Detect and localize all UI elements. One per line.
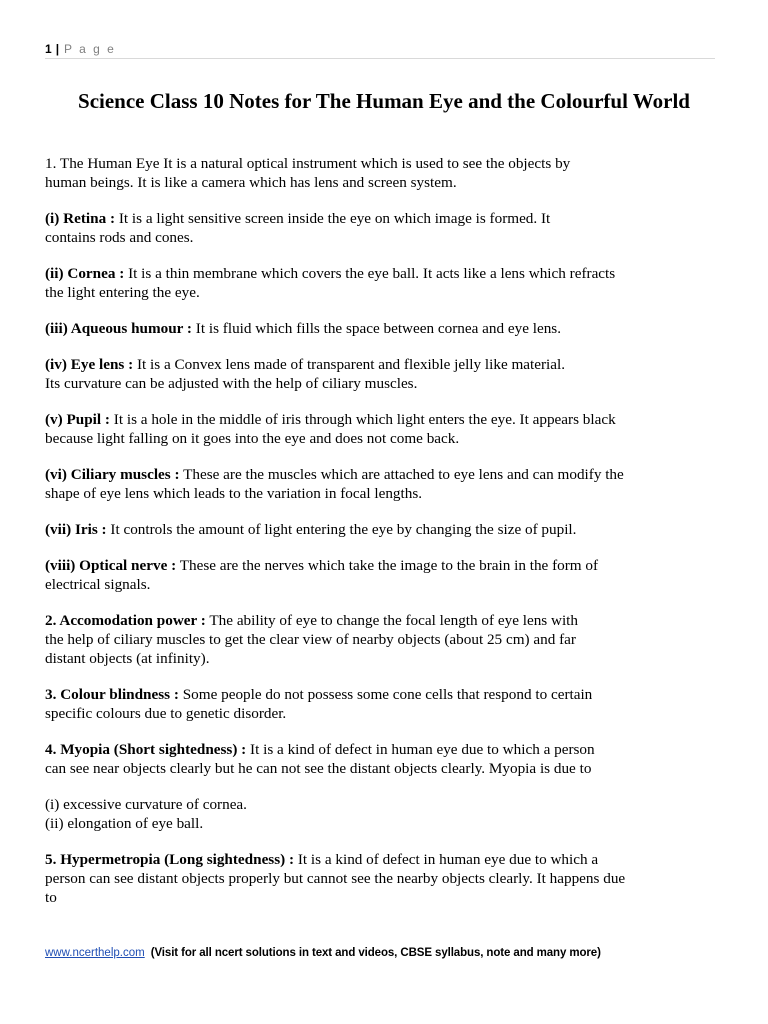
line-text: electrical signals. (45, 576, 151, 593)
line-text: It is a thin membrane which covers the eye ball. It acts like a lens which refracts (128, 265, 616, 282)
term-label: (viii) Optical nerve : (45, 557, 177, 574)
text-line (45, 575, 720, 594)
line-text: It is a light sensitive screen inside the eye on which image is formed. It (118, 210, 551, 227)
text-line (45, 209, 720, 228)
page-number: 1 (45, 42, 54, 56)
paragraph-gap (45, 539, 720, 556)
website-link[interactable]: www.ncerthelp.com (45, 947, 145, 959)
paragraph (45, 520, 720, 539)
line-text: These are the nerves which take the image to the brain in the form of (179, 557, 599, 574)
page-label: P a g e (64, 42, 116, 56)
paragraph-gap (45, 723, 720, 740)
line-text: Some people do not possess some cone cells that respond to certain (182, 686, 593, 703)
line-text: human beings. It is like a camera which has lens and screen system. (45, 174, 457, 191)
paragraph (45, 850, 720, 907)
text-line (45, 685, 720, 704)
term-label: (iii) Aqueous humour : (45, 320, 192, 337)
text-line (45, 410, 720, 429)
paragraph-gap (45, 833, 720, 850)
text-line (45, 154, 720, 173)
paragraph (45, 465, 720, 503)
paragraph-gap (45, 338, 720, 355)
text-line (45, 429, 720, 448)
paragraph-gap (45, 302, 720, 319)
paragraph (45, 795, 720, 833)
paragraph-gap (45, 778, 720, 795)
line-text: Its curvature can be adjusted with the help of ciliary muscles. (45, 375, 418, 392)
text-line (45, 319, 720, 338)
line-text: It is a hole in the middle of iris through which light enters the eye. It appears black (113, 411, 616, 428)
term-label: (i) Retina : (45, 210, 116, 227)
line-text: contains rods and cones. (45, 229, 194, 246)
paragraph (45, 556, 720, 594)
line-text: the light entering the eye. (45, 284, 200, 301)
text-line (45, 740, 720, 759)
paragraph (45, 154, 720, 192)
text-line (45, 888, 720, 907)
document-title: Science Class 10 Notes for The Human Eye and the Colourful World (78, 89, 690, 113)
paragraph-gap (45, 192, 720, 209)
text-line (45, 465, 720, 484)
term-label: (vi) Ciliary muscles : (45, 466, 180, 483)
text-line (45, 869, 720, 888)
text-line (45, 814, 720, 833)
line-text: shape of eye lens which leads to the variation in focal lengths. (45, 485, 423, 502)
term-label: 2. Accomodation power : (45, 612, 206, 629)
paragraph (45, 355, 720, 393)
term-label: 5. Hypermetropia (Long sightedness) : (45, 851, 295, 868)
line-text: to (45, 889, 57, 906)
paragraph-gap (45, 247, 720, 264)
line-text: The ability of eye to change the focal length of eye lens with (209, 612, 578, 629)
line-text: (i) excessive curvature of cornea. (45, 796, 247, 813)
page-header (45, 42, 715, 59)
line-text: specific colours due to genetic disorder. (45, 705, 287, 722)
term-label: (ii) Cornea : (45, 265, 125, 282)
paragraph-gap (45, 448, 720, 465)
line-text: It is a Convex lens made of transparent and flexible jelly like material. (136, 356, 566, 373)
text-line (45, 649, 720, 668)
text-line (45, 759, 720, 778)
footer-note: (Visit for all ncert solutions in text and videos, CBSE syllabus, note and many more) (150, 947, 601, 959)
paragraph (45, 264, 720, 302)
line-text: 1. The Human Eye It is a natural optical instrument which is used to see the objects by (45, 155, 571, 172)
page-footer (45, 947, 745, 959)
line-text: (ii) elongation of eye ball. (45, 815, 204, 832)
term-label: (v) Pupil : (45, 411, 110, 428)
paragraph-gap (45, 668, 720, 685)
paragraph-gap (45, 393, 720, 410)
line-text: These are the muscles which are attached to eye lens and can modify the (183, 466, 624, 483)
paragraph (45, 410, 720, 448)
text-line (45, 228, 720, 247)
line-text: It controls the amount of light entering the eye by changing the size of pupil. (110, 521, 577, 538)
term-label: (vii) Iris : (45, 521, 107, 538)
line-text: can see near objects clearly but he can not see the distant objects clearly. Myopia is due to (45, 760, 592, 777)
line-text: It is fluid which fills the space between cornea and eye lens. (195, 320, 562, 337)
text-line (45, 795, 720, 814)
text-line (45, 704, 720, 723)
text-line (45, 173, 720, 192)
text-line (45, 850, 720, 869)
line-text: the help of ciliary muscles to get the clear view of nearby objects (about 25 cm) and far (45, 631, 576, 648)
paragraph (45, 611, 720, 668)
text-line (45, 264, 720, 283)
paragraph (45, 740, 720, 778)
paragraph (45, 209, 720, 247)
text-line (45, 630, 720, 649)
line-text: It is a kind of defect in human eye due to which a (297, 851, 599, 868)
text-line (45, 484, 720, 503)
line-text: because light falling on it goes into the eye and does not come back. (45, 430, 460, 447)
line-text: It is a kind of defect in human eye due to which a person (250, 741, 595, 758)
term-label: (iv) Eye lens : (45, 356, 134, 373)
text-line (45, 611, 720, 630)
page-separator: | (55, 42, 62, 56)
paragraph (45, 685, 720, 723)
text-line (45, 556, 720, 575)
text-line (45, 355, 720, 374)
term-label: 4. Myopia (Short sightedness) : (45, 741, 247, 758)
text-line (45, 520, 720, 539)
line-text: person can see distant objects properly but cannot see the nearby objects clearly. It happens due (45, 870, 626, 887)
paragraph-gap (45, 594, 720, 611)
term-label: 3. Colour blindness : (45, 686, 179, 703)
paragraph (45, 319, 720, 338)
paragraph-gap (45, 503, 720, 520)
text-line (45, 374, 720, 393)
document-body (45, 154, 720, 907)
line-text: distant objects (at infinity). (45, 650, 210, 667)
text-line (45, 283, 720, 302)
